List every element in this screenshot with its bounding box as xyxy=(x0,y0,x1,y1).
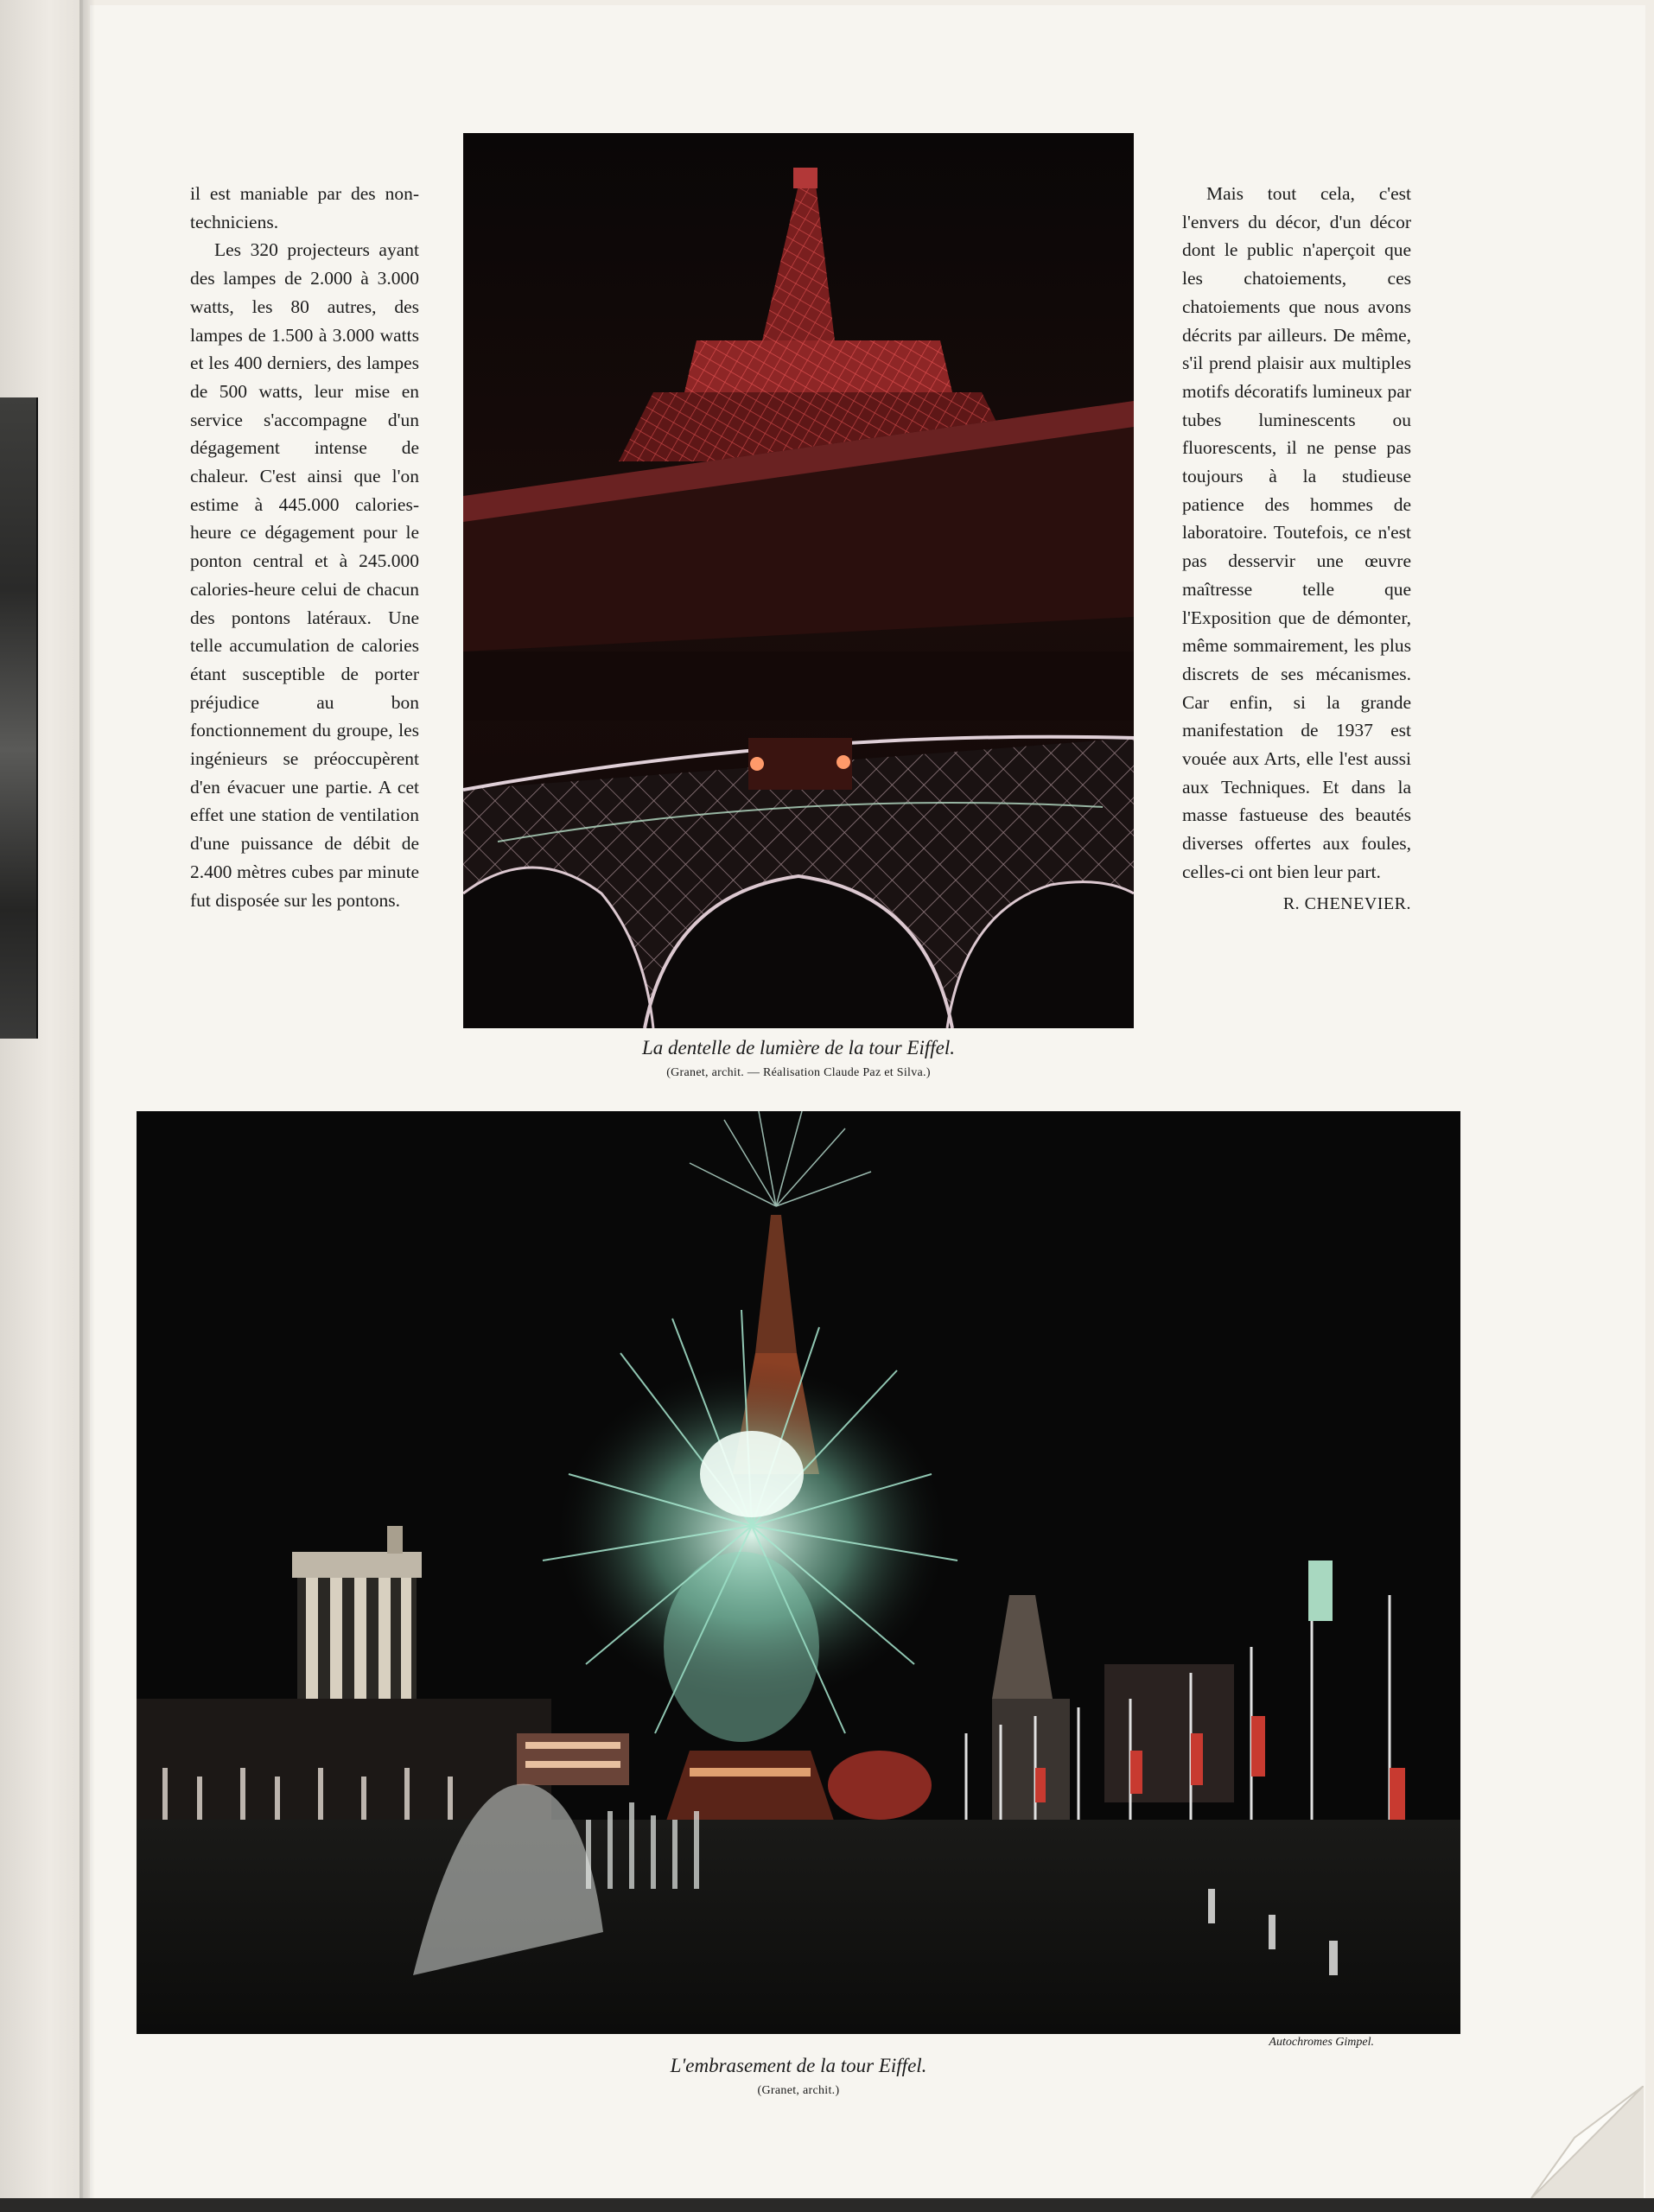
eiffel-tower-lace-image xyxy=(463,133,1134,1028)
autochromes-credit: Autochromes Gimpel. xyxy=(1269,2036,1374,2049)
eiffel-tower-fireworks-image xyxy=(137,1111,1460,2034)
author-signature: R. CHENEVIER. xyxy=(1282,893,1411,913)
top-photo-caption: La dentelle de lumière de la tour Eiffel. xyxy=(642,1037,955,1058)
left-text-column xyxy=(190,180,419,914)
right-paragraph: Mais tout cela, c'est l'envers du décor, d'un décor dont le public n'aperçoit que les chatoiements, ces chatoiements que nous avons décrits par ailleurs. De même, s'il prend plaisir aux multiples motifs décoratifs lumineux par tubes luminescents ou fluorescents, il ne pense pas toujours à la studieuse patience des hommes de laboratoire. Toutefois, ce n'est pas desservir une œuvre maîtresse telle que l'Exposition que de démonter, même sommairement, les plus discrets de ses mécanismes. Car enfin, si la grande manifestation de 1937 est vouée aux Arts, elle l'est aussi aux Techniques. Et dans la masse fastueuse des beautés diverses offertes aux foules, celles-ci ont bien leur part. xyxy=(1182,183,1411,882)
left-paragraph-1: il est maniable par des non-techniciens. xyxy=(190,183,419,232)
page-curl-corner xyxy=(1479,2086,1644,2198)
top-photo-credit: (Granet, archit. — Réalisation Claude Paz et Silva.) xyxy=(666,1066,931,1079)
eiffel-tower-lace-photo xyxy=(463,133,1134,1028)
bottom-photo-credit: (Granet, archit.) xyxy=(757,2084,840,2097)
right-text-column xyxy=(1182,180,1411,918)
previous-page-photo-edge xyxy=(0,397,38,1039)
left-paragraph-2: Les 320 projecteurs ayant des lampes de 2.000 à 3.000 watts, les 80 autres, des lampes de 1.500 à 3.000 watts et les 400 derniers, des lampes de 500 watts, leur mise en service s'accompagne d'un dégagement intense de chaleur. C'est ainsi que l'on estime à 445.000 calories-heure ce dégagement pour le ponton central et à 245.000 calories-heure celui de chacun des pontons latéraux. Une telle accumulation de calories étant susceptible de porter préjudice au bon fonctionnement du groupe, les ingénieurs se préoccupèrent d'en évacuer une partie. A cet effet une station de ventilation d'une puissance de débit de 2.400 mètres cubes par minute fut disposée sur les pontons. xyxy=(190,239,419,911)
eiffel-tower-fireworks-photo xyxy=(137,1111,1460,2034)
scanner-background xyxy=(0,0,83,2212)
bottom-photo-caption: L'embrasement de la tour Eiffel. xyxy=(670,2055,927,2076)
binding-shadow xyxy=(80,0,95,2212)
scanner-bottom-edge xyxy=(0,2198,1654,2212)
